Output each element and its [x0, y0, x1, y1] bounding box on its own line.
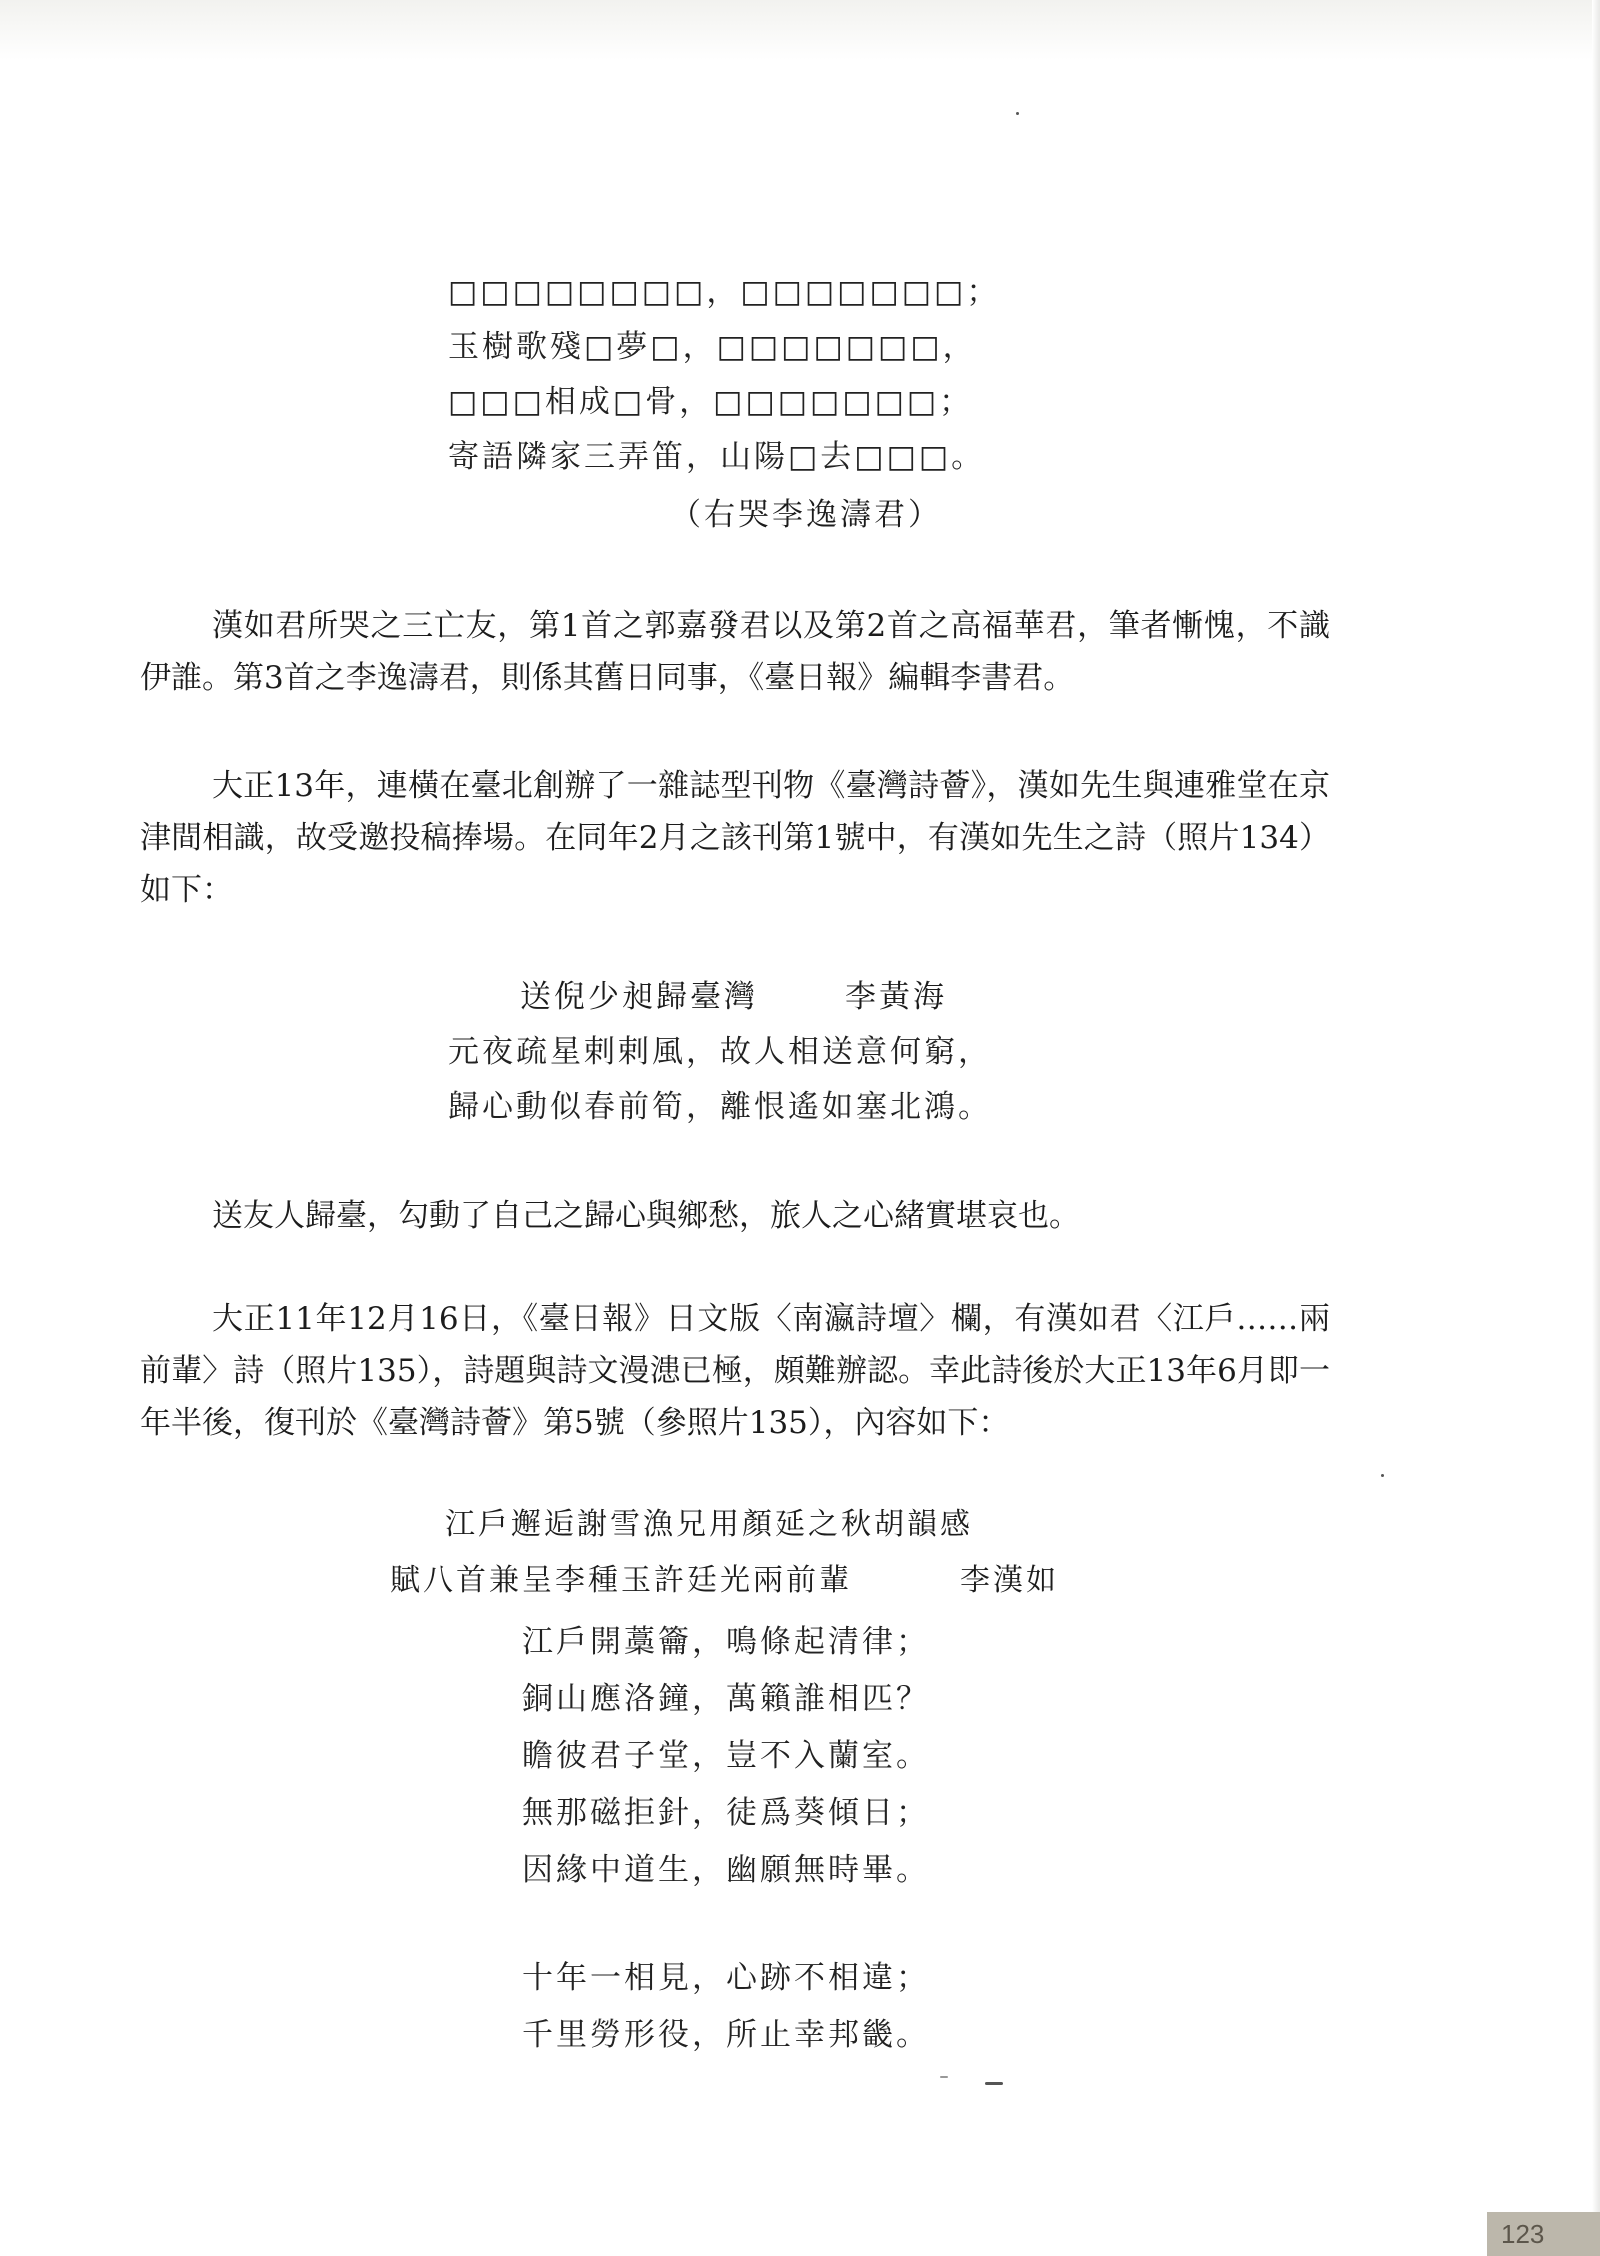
- poem3-line: 江戶開藁籥，鳴條起清律；: [522, 1624, 930, 1660]
- scan-right-edge: [1592, 0, 1600, 2256]
- poem3-stanza1: [522, 1614, 930, 1899]
- paragraph-1: 漢如君所哭之三亡友，第1首之郭嘉發君以及第2首之高福華君，筆者慚愧，不識伊誰。第3首之李逸濤君，則係其舊日同事，《臺日報》編輯李書君。: [140, 608, 1330, 696]
- poem2: [448, 1025, 992, 1135]
- poem3-line: 無那磁拒針，徒爲葵傾日；: [522, 1795, 930, 1831]
- poem3-line: 瞻彼君子堂，豈不入蘭室。: [522, 1738, 930, 1774]
- poem1-line: 玉樹歌殘□夢□，□□□□□□□，: [448, 329, 977, 365]
- paragraph-2: 大正13年，連橫在臺北創辦了一雜誌型刊物《臺灣詩薈》，漢如先生與連雅堂在京津間相識，故受邀投稿捧場。在同年2月之該刊第1號中，有漢如先生之詩（照片134）如下：: [140, 768, 1330, 908]
- poem3-title-line1: 江戶邂逅謝雪漁兄用顏延之秋胡韻感: [445, 1507, 973, 1542]
- scan-speck: [985, 2082, 1003, 2085]
- scan-speck: [1016, 112, 1019, 115]
- poem2-line: 元夜疏星剌剌風，故人相送意何窮，: [448, 1034, 992, 1070]
- poem2-title: 送倪少昶歸臺灣: [520, 979, 758, 1015]
- scan-speck: [1381, 1474, 1384, 1477]
- poem3-title-line2: 賦八首兼呈李種玉許廷光兩前輩: [390, 1563, 852, 1598]
- paragraph-4: 大正11年12月16日，《臺日報》日文版〈南瀛詩壇〉欄，有漢如君〈江戶……兩前輩〉詩（照片135），詩題與詩文漫漶已極，頗難辦認。幸此詩後於大正13年6月即一年半後，復刊於《臺灣詩薈》第5號（參照片135），內容如下：: [140, 1301, 1330, 1441]
- poem2-author: 李黃海: [845, 979, 947, 1015]
- scan-speck: [940, 2076, 948, 2078]
- paragraph-3: 送友人歸臺，勾動了自己之歸心與鄉愁，旅人之心緒實堪哀也。: [212, 1198, 1080, 1234]
- poem1-line: □□□相成□骨，□□□□□□□；: [448, 384, 974, 420]
- poem3-line: 銅山應洛鐘，萬籟誰相匹？: [522, 1681, 930, 1717]
- poem1-line: □□□□□□□□，□□□□□□□；: [448, 274, 1001, 310]
- poem1-line: 寄語隣家三弄笛，山陽□去□□□。: [448, 439, 986, 475]
- poem1: [448, 265, 1000, 485]
- poem3-line: 千里勞形役，所止幸邦畿。: [522, 2017, 930, 2053]
- page-number: 123: [1487, 2212, 1600, 2256]
- scan-top-edge: [0, 0, 1600, 60]
- poem3-line: 十年一相見，心跡不相違；: [522, 1960, 930, 1996]
- poem3-author: 李漢如: [960, 1563, 1059, 1598]
- poem3-line: 因緣中道生，幽願無時畢。: [522, 1852, 930, 1888]
- poem1-attribution: （右哭李逸濤君）: [670, 497, 942, 533]
- poem2-line: 歸心動似春前筍，離恨遙如塞北鴻。: [448, 1089, 992, 1125]
- poem3-stanza2: [522, 1950, 930, 2064]
